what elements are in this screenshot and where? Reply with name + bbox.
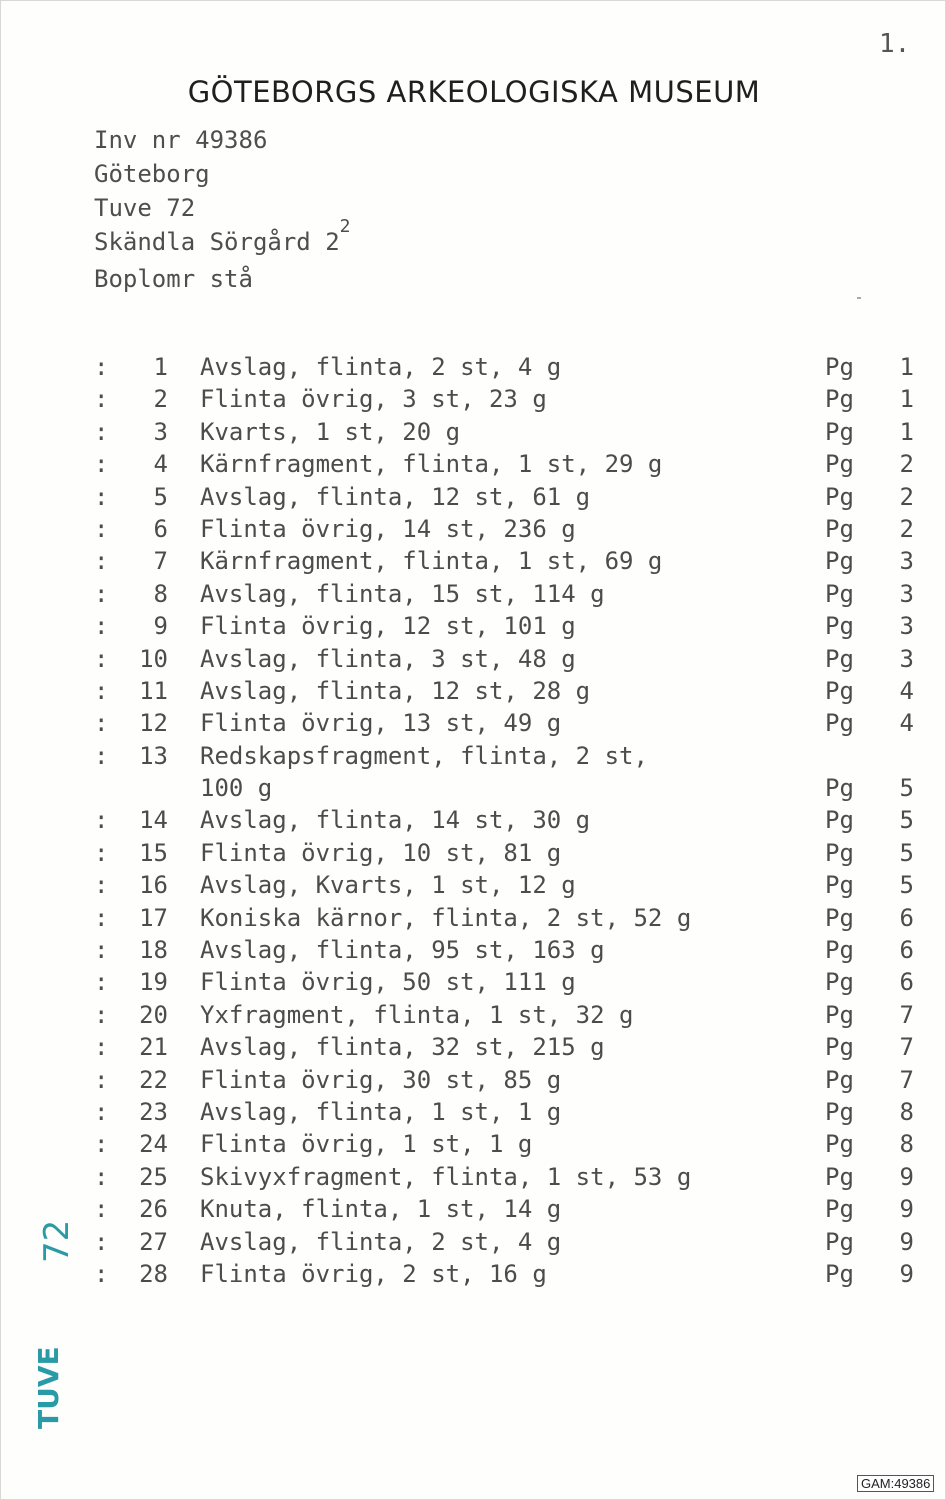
item-pg-label: Pg: [825, 1097, 854, 1126]
item-pg-number: 7: [899, 1033, 914, 1062]
item-colon: :: [94, 547, 109, 576]
item-description: Yxfragment, flinta, 1 st, 32 g: [200, 1000, 634, 1029]
item-pg-label: Pg: [825, 547, 854, 576]
list-item: [94, 580, 924, 612]
item-pg-number: 8: [899, 1130, 914, 1159]
item-pg-number: 1: [899, 353, 914, 381]
item-pg-number: 7: [899, 1065, 914, 1094]
item-number: 3: [153, 417, 168, 446]
item-pg-label: Pg: [825, 450, 854, 479]
item-pg-label: Pg: [825, 1000, 854, 1029]
item-pg-label: Pg: [825, 612, 854, 641]
list-item: [94, 1130, 924, 1162]
item-colon: :: [94, 968, 109, 997]
item-colon: :: [94, 806, 109, 835]
item-colon: :: [94, 871, 109, 900]
item-pg-label: Pg: [825, 1130, 854, 1159]
item-colon: :: [94, 482, 109, 511]
item-description: Avslag, flinta, 12 st, 61 g: [200, 482, 591, 511]
item-description: Avslag, flinta, 3 st, 48 g: [200, 644, 576, 673]
item-colon: :: [94, 1000, 109, 1029]
item-pg-label: Pg: [825, 903, 854, 932]
list-item: [94, 677, 924, 709]
item-description: Avslag, flinta, 14 st, 30 g: [200, 806, 591, 835]
list-item: [94, 1098, 924, 1130]
list-item: [94, 1260, 924, 1292]
item-pg-number: 3: [899, 612, 914, 641]
item-description: Avslag, flinta, 95 st, 163 g: [200, 936, 605, 965]
item-number: 17: [139, 903, 168, 932]
item-description: Flinta övrig, 50 st, 111 g: [200, 968, 576, 997]
item-description: Kärnfragment, flinta, 1 st, 69 g: [200, 547, 663, 576]
item-number: 26: [139, 1195, 168, 1224]
stamp-parish-text: TUVE: [32, 1346, 65, 1429]
item-pg-label: Pg: [825, 936, 854, 965]
item-pg-number: 9: [899, 1195, 914, 1224]
list-item: [94, 450, 924, 482]
item-description: Kvarts, 1 st, 20 g: [200, 417, 461, 446]
item-pg-label: Pg: [825, 1259, 854, 1288]
item-pg-label: Pg: [825, 709, 854, 738]
item-pg-number: 8: [899, 1097, 914, 1126]
item-pg-label: Pg: [825, 838, 854, 867]
list-item: [94, 353, 924, 385]
item-pg-number: 6: [899, 936, 914, 965]
site-type: Boplomr stå: [94, 265, 253, 293]
item-number: 4: [153, 450, 168, 479]
item-pg-number: 1: [899, 385, 914, 414]
item-description: Flinta övrig, 14 st, 236 g: [200, 514, 576, 543]
item-number: 10: [139, 644, 168, 673]
item-description: Avslag, Kvarts, 1 st, 12 g: [200, 871, 576, 900]
item-number: 8: [153, 579, 168, 608]
item-number: 22: [139, 1065, 168, 1094]
item-number: 18: [139, 936, 168, 965]
list-item: [94, 806, 924, 838]
item-number: 16: [139, 871, 168, 900]
item-pg-number: 3: [899, 644, 914, 673]
site-name-superscript: 2: [339, 216, 351, 237]
list-item: [94, 904, 924, 936]
item-pg-number: 3: [899, 547, 914, 576]
inventory-number: Inv nr 49386: [94, 126, 268, 154]
list-item: [94, 1001, 924, 1033]
stamp-parish: [32, 1281, 122, 1429]
item-pg-number: 6: [899, 968, 914, 997]
item-colon: :: [94, 1097, 109, 1126]
item-colon: :: [94, 353, 109, 381]
item-description: Avslag, flinta, 1 st, 1 g: [200, 1097, 562, 1126]
item-description: Knuta, flinta, 1 st, 14 g: [200, 1195, 562, 1224]
list-item: [94, 742, 924, 774]
item-number: 15: [139, 838, 168, 867]
item-number: 20: [139, 1000, 168, 1029]
item-pg-label: Pg: [825, 644, 854, 673]
item-colon: :: [94, 838, 109, 867]
item-number: 6: [153, 514, 168, 543]
item-number: 7: [153, 547, 168, 576]
item-colon: :: [94, 1259, 109, 1288]
item-number: 19: [139, 968, 168, 997]
museum-title: GÖTEBORGS ARKEOLOGISKA MUSEUM: [187, 75, 761, 109]
item-pg-number: 5: [899, 806, 914, 835]
item-number: 13: [139, 741, 168, 770]
catalog-id-label: GAM:49386: [857, 1475, 934, 1492]
item-pg-number: 5: [899, 838, 914, 867]
find-list: [94, 353, 924, 1292]
item-description: Skivyxfragment, flinta, 1 st, 53 g: [200, 1162, 692, 1191]
item-number: 9: [153, 612, 168, 641]
stamp-number: 72: [37, 1219, 77, 1263]
card-header: [94, 123, 350, 296]
item-description: Flinta övrig, 10 st, 81 g: [200, 838, 562, 867]
city: Göteborg: [94, 160, 210, 188]
list-item: [94, 645, 924, 677]
item-colon: :: [94, 903, 109, 932]
item-colon: :: [94, 644, 109, 673]
item-pg-label: Pg: [825, 806, 854, 835]
item-pg-number: 3: [899, 579, 914, 608]
item-number: 5: [153, 482, 168, 511]
list-item: [94, 515, 924, 547]
item-description: Avslag, flinta, 2 st, 4 g: [200, 1227, 562, 1256]
item-pg-number: 7: [899, 1000, 914, 1029]
item-description: Koniska kärnor, flinta, 2 st, 52 g: [200, 903, 692, 932]
item-colon: :: [94, 741, 109, 770]
item-pg-number: 1: [899, 417, 914, 446]
item-pg-number: 4: [899, 676, 914, 705]
item-pg-number: 9: [899, 1259, 914, 1288]
item-pg-label: Pg: [825, 417, 854, 446]
list-item: [94, 1163, 924, 1195]
list-item: [94, 547, 924, 579]
item-colon: :: [94, 1162, 109, 1191]
list-item: [94, 1195, 924, 1227]
item-number: 2: [153, 385, 168, 414]
item-number: 27: [139, 1227, 168, 1256]
item-description: Flinta övrig, 30 st, 85 g: [200, 1065, 562, 1094]
list-item: [94, 1066, 924, 1098]
item-colon: :: [94, 385, 109, 414]
item-description: Avslag, flinta, 2 st, 4 g: [200, 353, 562, 381]
item-colon: :: [94, 709, 109, 738]
item-number: 23: [139, 1097, 168, 1126]
item-pg-label: Pg: [825, 353, 854, 381]
list-item: [94, 871, 924, 903]
item-description: 100 g: [200, 774, 273, 803]
item-description: Flinta övrig, 1 st, 1 g: [200, 1130, 533, 1159]
item-pg-number: 6: [899, 903, 914, 932]
page-number: 1.: [879, 29, 911, 59]
item-pg-number: 5: [899, 871, 914, 900]
item-pg-label: Pg: [825, 482, 854, 511]
item-number: 28: [139, 1259, 168, 1288]
item-pg-label: Pg: [825, 1195, 854, 1224]
item-description: Redskapsfragment, flinta, 2 st,: [200, 741, 648, 770]
item-pg-number: 2: [899, 482, 914, 511]
item-colon: :: [94, 936, 109, 965]
item-description: Flinta övrig, 12 st, 101 g: [200, 612, 576, 641]
list-item: [94, 839, 924, 871]
list-item: [94, 709, 924, 741]
item-pg-label: Pg: [825, 1227, 854, 1256]
item-description: Flinta övrig, 3 st, 23 g: [200, 385, 547, 414]
item-number: 14: [139, 806, 168, 835]
item-colon: :: [94, 1033, 109, 1062]
small-mark: [857, 297, 861, 299]
item-pg-number: 5: [899, 774, 914, 803]
list-item: [94, 385, 924, 417]
site-name-base: Skändla Sörgård 2: [94, 228, 340, 256]
item-pg-number: 2: [899, 450, 914, 479]
item-pg-number: 4: [899, 709, 914, 738]
item-pg-number: 9: [899, 1162, 914, 1191]
item-description: Flinta övrig, 2 st, 16 g: [200, 1259, 547, 1288]
item-number: 25: [139, 1162, 168, 1191]
list-item: [94, 1033, 924, 1065]
item-colon: :: [94, 450, 109, 479]
item-colon: :: [94, 1227, 109, 1256]
item-colon: :: [94, 1065, 109, 1094]
item-number: 12: [139, 709, 168, 738]
item-description: Flinta övrig, 13 st, 49 g: [200, 709, 562, 738]
item-pg-label: Pg: [825, 1162, 854, 1191]
site-name: [94, 216, 351, 262]
item-number: 11: [139, 676, 168, 705]
list-item: [94, 418, 924, 450]
item-pg-label: Pg: [825, 514, 854, 543]
list-item: [94, 612, 924, 644]
item-colon: :: [94, 1130, 109, 1159]
item-colon: :: [94, 514, 109, 543]
item-colon: :: [94, 417, 109, 446]
item-description: Avslag, flinta, 15 st, 114 g: [200, 579, 605, 608]
item-pg-label: Pg: [825, 579, 854, 608]
item-colon: :: [94, 612, 109, 641]
item-description: Avslag, flinta, 32 st, 215 g: [200, 1033, 605, 1062]
item-number: 1: [153, 353, 168, 381]
item-pg-label: Pg: [825, 1065, 854, 1094]
list-item: [94, 774, 924, 806]
item-pg-label: Pg: [825, 774, 854, 803]
item-colon: :: [94, 676, 109, 705]
item-pg-label: Pg: [825, 676, 854, 705]
list-item: [94, 483, 924, 515]
item-number: 21: [139, 1033, 168, 1062]
list-item: [94, 968, 924, 1000]
list-item: [94, 1228, 924, 1260]
item-description: Avslag, flinta, 12 st, 28 g: [200, 676, 591, 705]
item-pg-number: 2: [899, 514, 914, 543]
item-pg-label: Pg: [825, 385, 854, 414]
item-pg-label: Pg: [825, 968, 854, 997]
item-number: 24: [139, 1130, 168, 1159]
item-colon: :: [94, 579, 109, 608]
item-description: Kärnfragment, flinta, 1 st, 29 g: [200, 450, 663, 479]
item-colon: :: [94, 1195, 109, 1224]
item-pg-label: Pg: [825, 871, 854, 900]
list-item: [94, 936, 924, 968]
parish: Tuve 72: [94, 194, 196, 222]
item-pg-number: 9: [899, 1227, 914, 1256]
item-pg-label: Pg: [825, 1033, 854, 1062]
